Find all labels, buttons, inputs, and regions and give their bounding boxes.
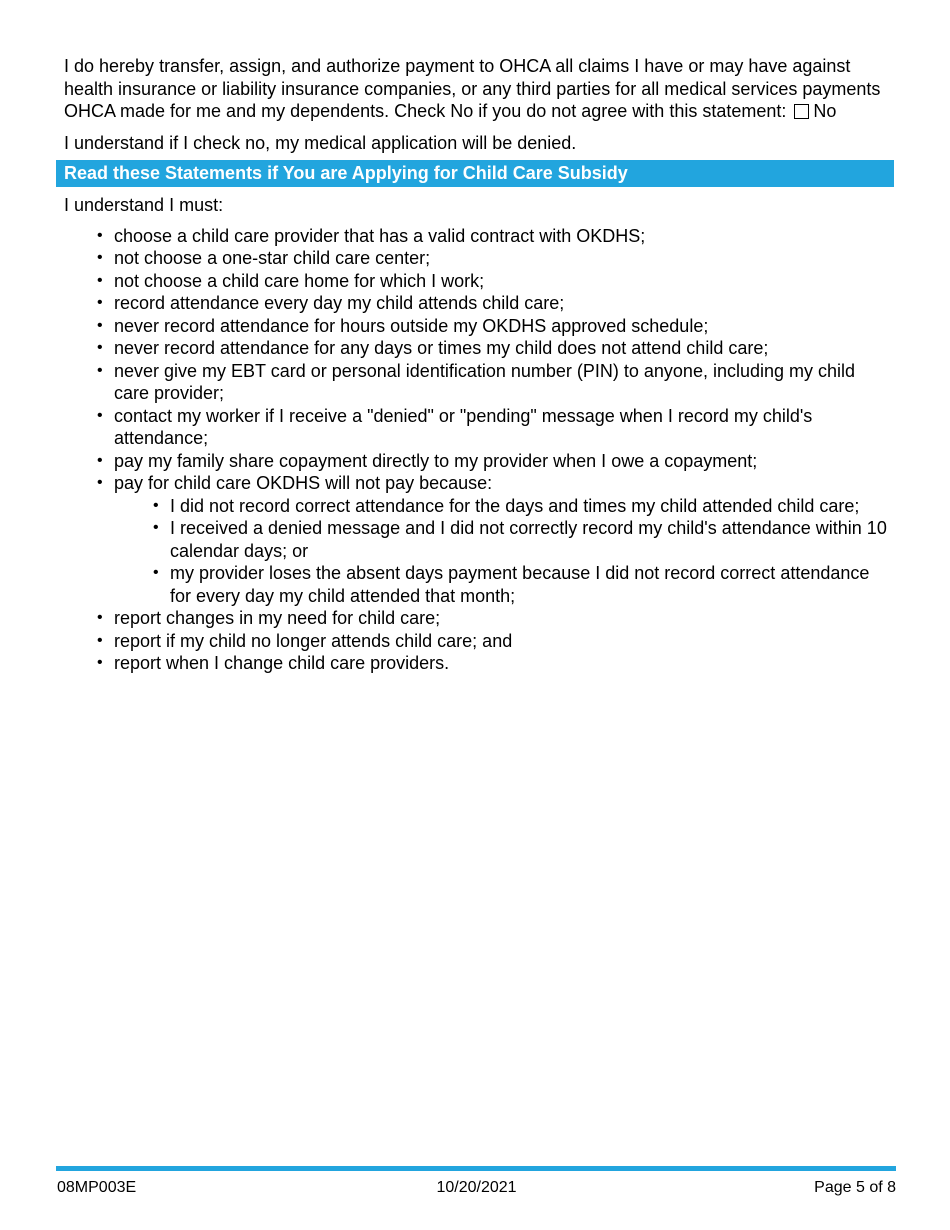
list-item: • report changes in my need for child care; xyxy=(96,607,894,630)
assignment-text: I do hereby transfer, assign, and authorize payment to OHCA all claims I have or may have against health insurance or liability insurance companies, or any third parties for all medical services payments OHCA made for me and my dependents. Check No if you do not agree with this statement: xyxy=(64,56,881,121)
sub-list-item: • my provider loses the absent days payment because I did not record correct attendance for every day my child attended that month; xyxy=(152,562,894,607)
list-item: • choose a child care provider that has a valid contract with OKDHS; xyxy=(96,225,894,248)
no-checkbox-label: No xyxy=(813,101,837,121)
child-care-requirements-list xyxy=(96,225,894,675)
sub-list-item: • I did not record correct attendance for the days and times my child attended child care; xyxy=(152,495,894,518)
no-checkbox[interactable] xyxy=(794,104,809,119)
list-item: • not choose a child care home for which I work; xyxy=(96,270,894,293)
non-payment-reasons-list xyxy=(152,495,894,608)
page-number: Page 5 of 8 xyxy=(814,1179,896,1196)
sub-list-item: • I received a denied message and I did not correctly record my child's attendance within 10 calendar days; or xyxy=(152,517,894,562)
list-item: • not choose a one-star child care center; xyxy=(96,247,894,270)
list-item-text: pay for child care OKDHS will not pay because: xyxy=(114,473,493,493)
denial-note: I understand if I check no, my medical application will be denied. xyxy=(64,132,577,153)
child-care-section-header: Read these Statements if You are Applying for Child Care Subsidy xyxy=(56,160,894,187)
list-item: • report if my child no longer attends child care; and xyxy=(96,630,894,653)
list-item: • contact my worker if I receive a "denied" or "pending" message when I record my child's attendance; xyxy=(96,405,894,450)
child-care-intro: I understand I must: xyxy=(64,195,224,215)
list-item: • record attendance every day my child attends child care; xyxy=(96,292,894,315)
list-item: • report when I change child care providers. xyxy=(96,652,894,675)
list-item: • pay my family share copayment directly to my provider when I owe a copayment; xyxy=(96,450,894,473)
list-item: • never record attendance for hours outside my OKDHS approved schedule; xyxy=(96,315,894,338)
page-content xyxy=(64,55,894,675)
form-number: 08MP003E xyxy=(57,1179,137,1196)
list-item: • never give my EBT card or personal identification number (PIN) to anyone, including my child care provider; xyxy=(96,360,894,405)
footer-divider xyxy=(56,1166,896,1171)
assignment-statement xyxy=(64,55,894,123)
list-item: • never record attendance for any days or times my child does not attend child care; xyxy=(96,337,894,360)
revision-date: 10/20/2021 xyxy=(436,1179,517,1196)
list-item-with-sublist xyxy=(96,472,894,607)
